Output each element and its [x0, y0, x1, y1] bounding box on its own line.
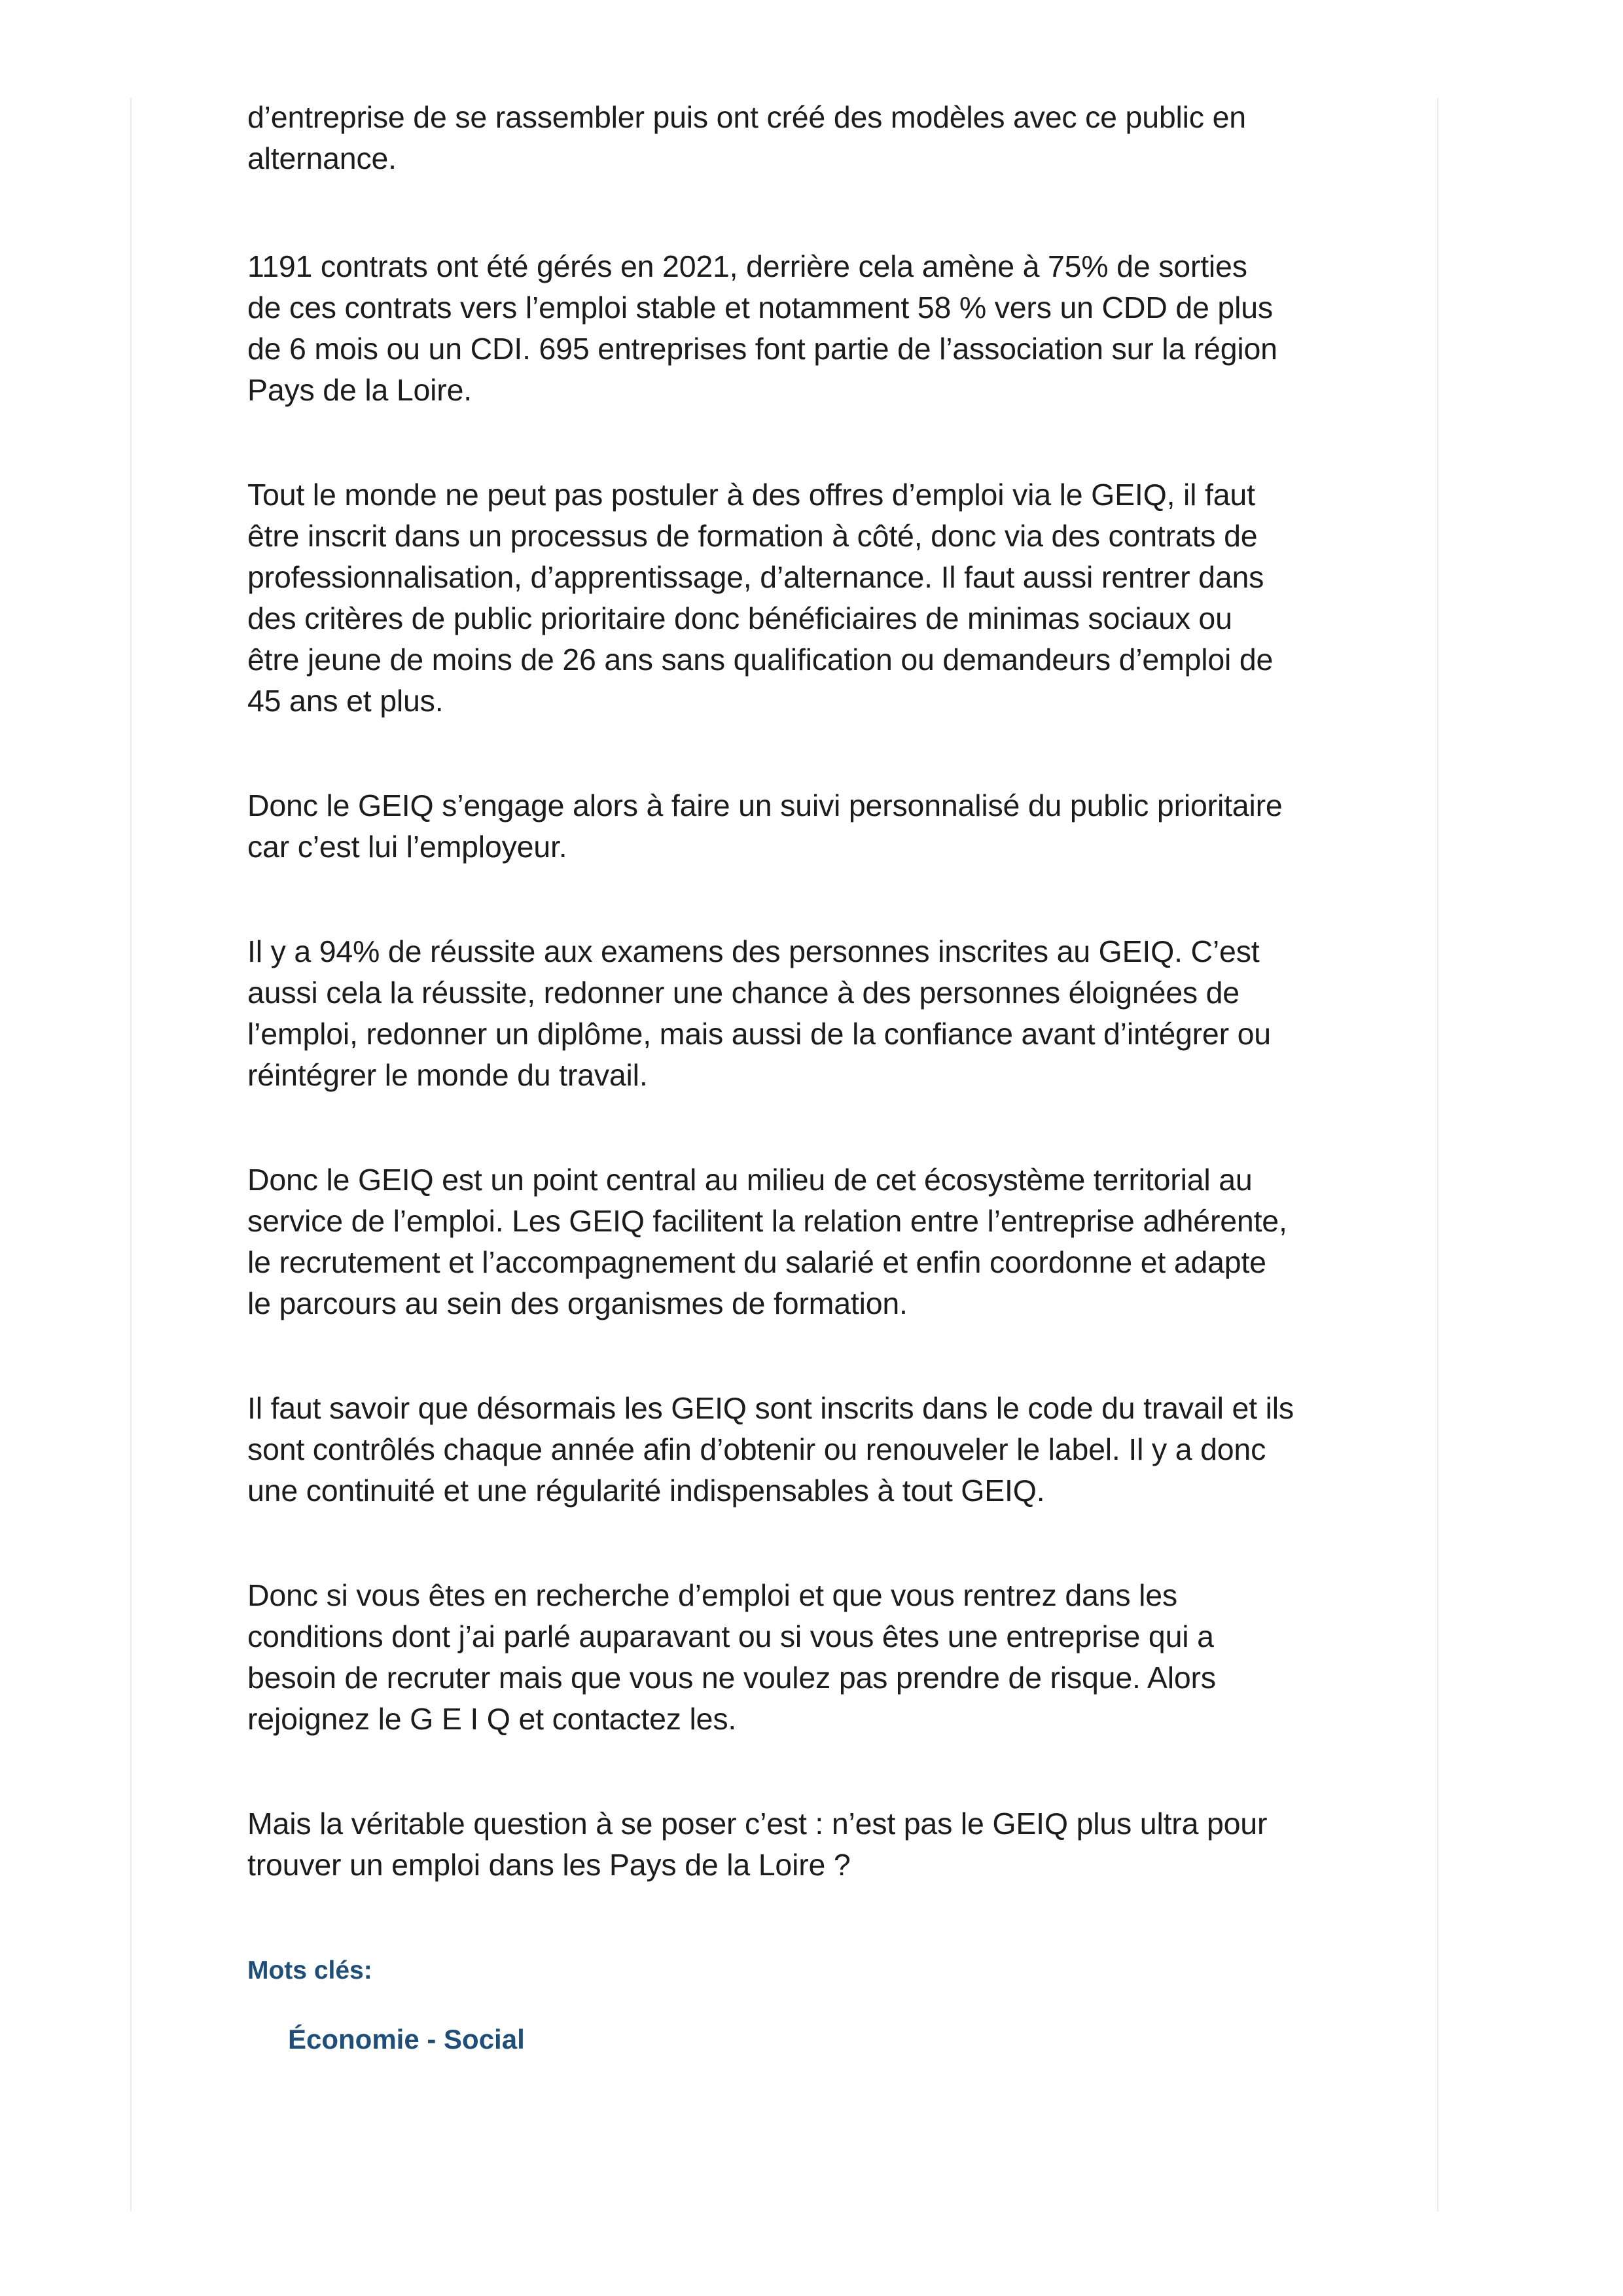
keywords-label: Mots clés: — [247, 1956, 372, 1985]
article-paragraph: Donc le GEIQ s’engage alors à faire un suivi personnalisé du public prioritaire car c’est lui l’employeur. — [247, 788, 1283, 864]
keyword-link-economie-social[interactable]: Économie - Social — [288, 2024, 525, 2055]
article-paragraph: d’entreprise de se rassembler puis ont créé des modèles avec ce public en alternance. — [247, 100, 1246, 175]
article-paragraph: 1191 contrats ont été gérés en 2021, derrière cela amène à 75% de sorties de ces contrats vers l’emploi stable et notamment 58 % vers un CDD de plus de 6 mois ou un CDI. 695 entreprises font partie de l’association sur la région Pays de la Loire. — [247, 249, 1277, 407]
article-paragraph: Donc le GEIQ est un point central au milieu de cet écosystème territorial au service de l’emploi. Les GEIQ facilitent la relation entre l’entreprise adhérente, le recrutement et l’accompagnement du salarié et enfin coordonne et adapte le parcours au sein des organismes de formation. — [247, 1163, 1287, 1320]
article-body — [247, 97, 1347, 1949]
article-paragraph: Donc si vous êtes en recherche d’emploi et que vous rentrez dans les conditions dont j’ai parlé auparavant ou si vous êtes une entreprise qui a besoin de recruter mais que vous ne voulez pas prendre de risque. Alors rejoignez le G E I Q et contactez les. — [247, 1578, 1216, 1736]
article-paragraph: Il faut savoir que désormais les GEIQ sont inscrits dans le code du travail et ils sont contrôlés chaque année afin d’obtenir ou renouveler le label. Il y a donc une continuité et une régularité indispensables à tout GEIQ. — [247, 1391, 1294, 1508]
article-paragraph: Il y a 94% de réussite aux examens des personnes inscrites au GEIQ. C’est aussi cela la réussite, redonner une chance à des personnes éloignées de l’emploi, redonner un diplôme, mais aussi de la confiance avant d’intégrer ou réintégrer le monde du travail. — [247, 934, 1271, 1092]
article-paragraph: Tout le monde ne peut pas postuler à des offres d’emploi via le GEIQ, il faut être inscrit dans un processus de formation à côté, donc via des contrats de professionnalisation, d’apprentissage, d’alternance. Il faut aussi rentrer dans des critères de public prioritaire donc bénéficiaires de minimas sociaux ou être jeune de moins de 26 ans sans qualification ou demandeurs d’emploi de 45 ans et plus. — [247, 478, 1274, 718]
article-paragraph: Mais la véritable question à se poser c’est : n’est pas le GEIQ plus ultra pour trouver un emploi dans les Pays de la Loire ? — [247, 1807, 1268, 1882]
